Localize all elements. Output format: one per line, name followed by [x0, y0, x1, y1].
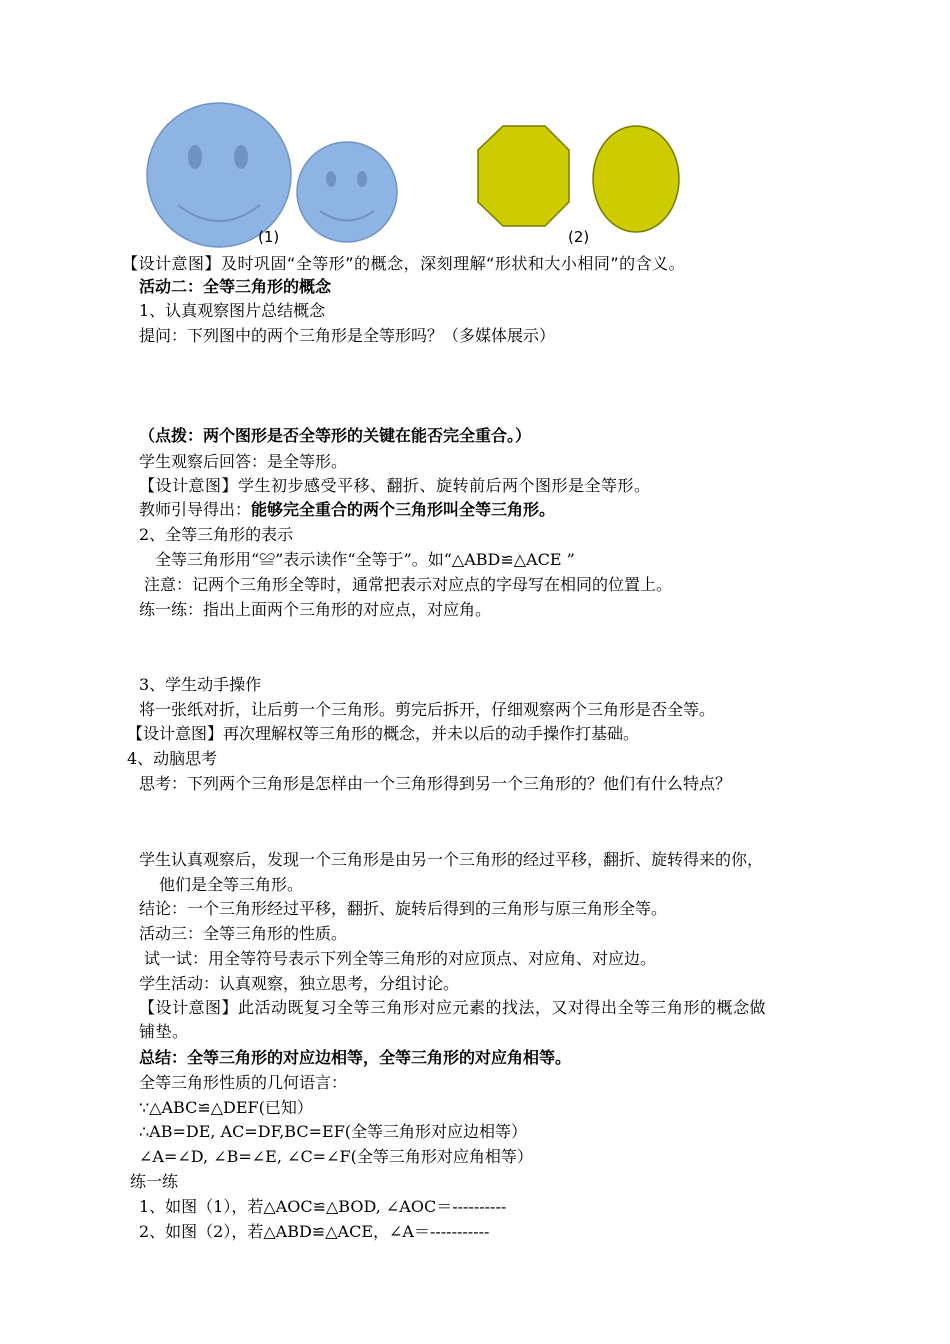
question-line: 提问：下列图中的两个三角形是全等形吗？（多媒体展示）	[139, 326, 556, 345]
given-line: ∵△ABC≌△DEF(已知）	[139, 1098, 313, 1117]
exercise-1: 1、如图（1），若△AOC≌△BOD, ∠AOC＝----------	[139, 1197, 507, 1216]
design-intent-3: 【设计意图】再次理解权等三角形的概念，并未以后的动手操作打基础。	[127, 724, 640, 743]
step-2-heading: 2、全等三角形的表示	[139, 525, 294, 544]
ellipse-shape	[593, 126, 679, 232]
student-answer: 学生观察后回答：是全等形。	[139, 452, 348, 471]
design-intent-2: 【设计意图】学生初步感受平移、翻折、旋转前后两个图形是全等形。	[139, 476, 651, 495]
figure-1-caption: (1)	[258, 228, 280, 246]
practice-line: 练一练：指出上面两个三角形的对应点，对应角。	[139, 600, 492, 619]
student-observation: 学生认真观察后，发现一个三角形是由另一个三角形的经过平移，翻折、旋转得来的你，	[139, 850, 764, 869]
geometry-language-heading: 全等三角形性质的几何语言：	[139, 1073, 348, 1092]
exercise-2: 2、如图（2），若△ABD≌△ACE，∠A＝-----------	[139, 1222, 490, 1241]
hands-on-instruction: 将一张纸对折，让后剪一个三角形。剪完后拆开，仔细观察两个三角形是否全等。	[139, 700, 716, 719]
student-observation-cont: 他们是全等三角形。	[159, 875, 304, 894]
practice-heading: 练一练	[130, 1172, 179, 1191]
congruent-triangle-definition: 能够完全重合的两个三角形叫全等三角形。	[251, 500, 556, 519]
small-smiley-face	[297, 142, 397, 242]
step-1-heading: 1、认真观察图片总结概念	[139, 301, 326, 320]
hint-line: （点拨：两个图形是否全等形的关键在能否完全重合。）	[139, 426, 532, 445]
teacher-conclusion	[139, 500, 555, 520]
octagon-shape	[478, 126, 569, 226]
conclusion-line: 结论：一个三角形经过平移，翻折、旋转后得到的三角形与原三角形全等。	[139, 899, 668, 918]
large-smiley-face	[147, 103, 291, 247]
notation-line: 全等三角形用“≌”表示读作“全等于”。如“△ABD≌△ACE ”	[155, 550, 575, 569]
design-intent-4-cont: 铺垫。	[139, 1022, 189, 1041]
activity-two-heading: 活动二：全等三角形的概念	[139, 277, 332, 296]
angles-equal-line: ∠A=∠D, ∠B=∠E, ∠C=∠F(全等三角形对应角相等）	[139, 1147, 533, 1166]
teacher-conclusion-lead: 教师引导得出：	[139, 500, 252, 519]
design-intent-1: 【设计意图】及时巩固“全等形”的概念，深刻理解“形状和大小相同”的含义。	[122, 254, 686, 273]
try-it-line: 试一试：用全等符号表示下列全等三角形的对应顶点、对应角、对应边。	[144, 949, 657, 968]
think-question: 思考：下列两个三角形是怎样由一个三角形得到另一个三角形的？他们有什么特点？	[139, 774, 732, 793]
step-4-heading: 4、动脑思考	[127, 749, 218, 768]
student-activity: 学生活动：认真观察，独立思考，分组讨论。	[139, 974, 460, 993]
figure-2-shapes	[470, 122, 690, 234]
sides-equal-line: ∴AB=DE, AC=DF,BC=EF(全等三角形对应边相等）	[139, 1122, 528, 1141]
note-line: 注意：记两个三角形全等时，通常把表示对应点的字母写在相同的位置上。	[144, 575, 673, 594]
step-3-heading: 3、学生动手操作	[139, 675, 262, 694]
activity-three-heading: 活动三：全等三角形的性质。	[139, 924, 348, 943]
summary-line: 总结：全等三角形的对应边相等，全等三角形的对应角相等。	[139, 1048, 572, 1067]
figure-2-caption: (2)	[568, 228, 590, 246]
design-intent-4: 【设计意图】此活动既复习全等三角形对应元素的找法，又对得出全等三角形的概念做	[139, 998, 767, 1017]
